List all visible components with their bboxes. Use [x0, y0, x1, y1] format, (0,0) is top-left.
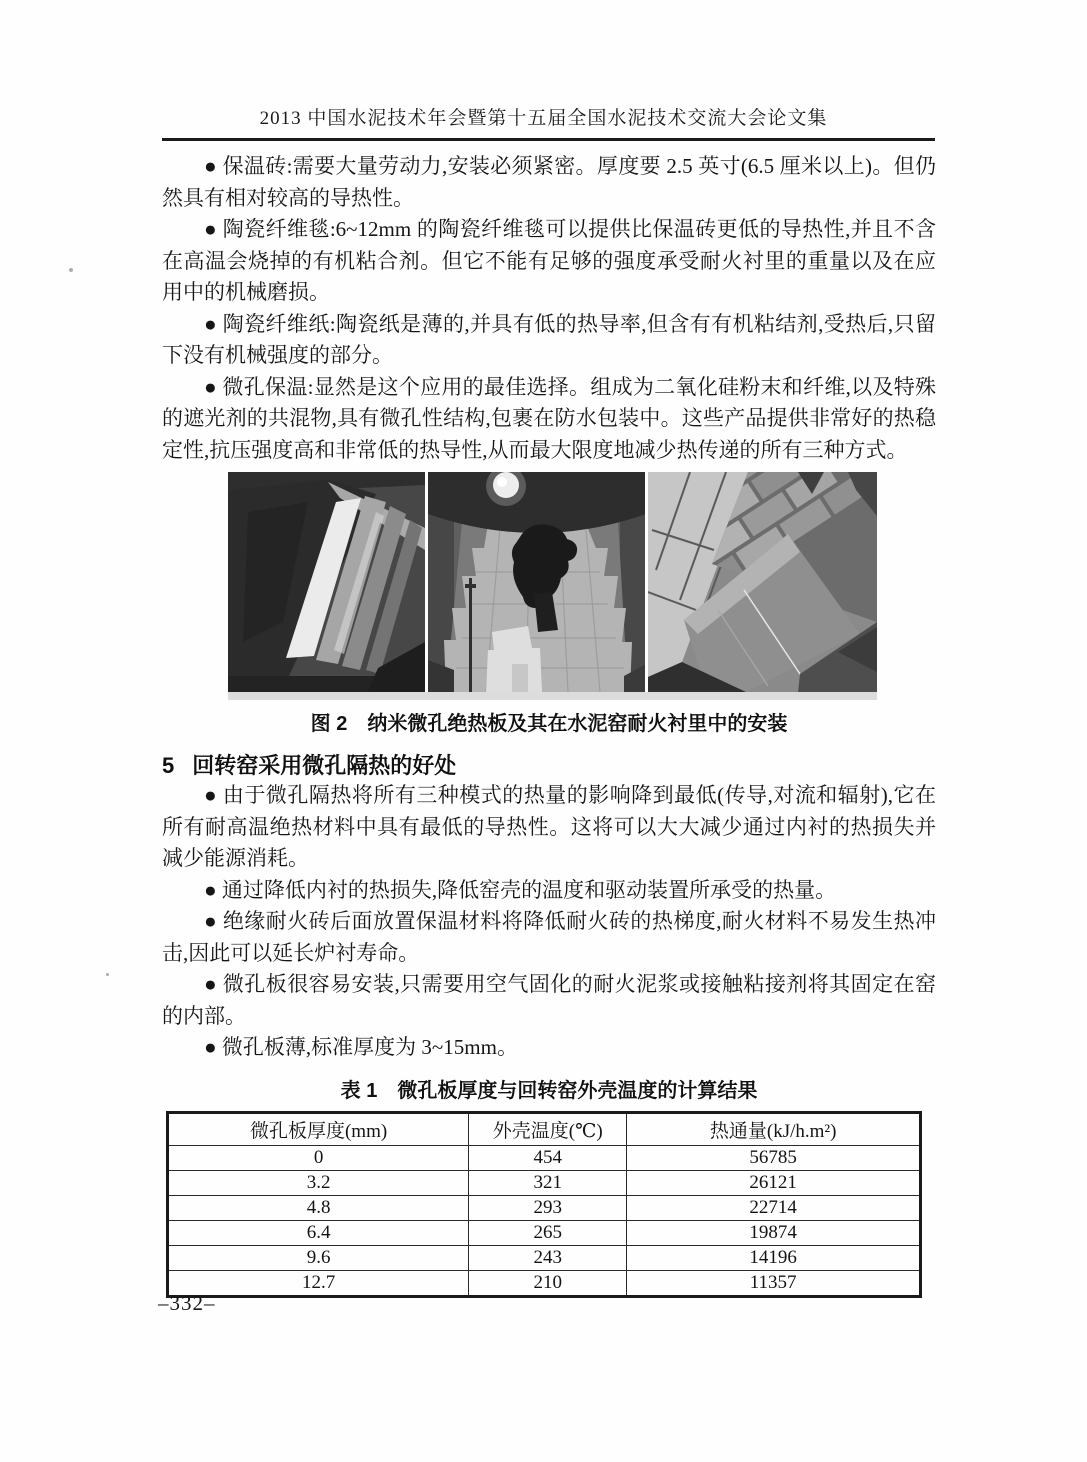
cell-heat-flux: 19874 — [627, 1220, 921, 1245]
table-title: 表 1 微孔板厚度与回转窑外壳温度的计算结果 — [340, 1079, 758, 1102]
results-table — [166, 1111, 922, 1298]
bullet-paragraph-easy-installation: ● 微孔板很容易安装,只需要用空气固化的耐火泥浆或接触粘接剂将其固定在窑的内部。 — [162, 972, 936, 1028]
table-row — [168, 1170, 921, 1195]
header-rule — [162, 138, 935, 141]
table-row — [168, 1245, 921, 1270]
cell-thickness: 0 — [168, 1145, 469, 1170]
photo-insulation-boards-package — [228, 472, 425, 692]
column-header-thickness: 微孔板厚度(mm) — [168, 1112, 469, 1145]
photo-kiln-interior-installation — [428, 472, 646, 692]
photo-kiln-brick-lining — [648, 472, 877, 692]
section-number: 5 — [162, 753, 175, 778]
scan-speck — [69, 268, 73, 272]
table-row — [168, 1270, 921, 1296]
bullet-paragraph-lowest-conductivity: ● 由于微孔隔热将所有三种模式的热量的影响降到最低(传导,对流和辐射),它在所有耐高温绝热材料中具有最低的导热性。这将可以大大减少通过内衬的热损失并减少能源消耗。 — [162, 783, 936, 870]
section-title: 回转窑采用微孔隔热的好处 — [192, 753, 457, 778]
scan-speck — [106, 973, 109, 976]
page-number: –332– — [158, 1291, 216, 1315]
cell-thickness: 3.2 — [168, 1170, 469, 1195]
table-row — [168, 1220, 921, 1245]
column-header-heat-flux: 热通量(kJ/h.m²) — [627, 1112, 921, 1145]
figure-2 — [162, 472, 936, 736]
kiln-interior-photo-art — [428, 472, 646, 692]
cell-shell-temperature: 454 — [469, 1145, 627, 1170]
table-row — [168, 1195, 921, 1220]
bullet-paragraph-insulating-brick: ● 保温砖:需要大量劳动力,安装必须紧密。厚度要 2.5 英寸(6.5 厘米以上)。但仍然具有相对较高的导热性。 — [162, 154, 936, 210]
cell-heat-flux: 11357 — [627, 1270, 921, 1296]
bullet-paragraph-thin-boards: ● 微孔板薄,标准厚度为 3~15mm。 — [204, 1035, 518, 1059]
figure-caption: 图 2 纳米微孔绝热板及其在水泥窑耐火衬里中的安装 — [310, 713, 788, 735]
cell-thickness: 9.6 — [168, 1245, 469, 1270]
insulation-boards-photo-art — [228, 472, 425, 692]
table-row — [168, 1145, 921, 1170]
figure-photos-row — [228, 472, 877, 700]
page-content — [162, 151, 936, 1298]
page-header: 2013 中国水泥技术年会暨第十五届全国水泥技术交流大会论文集 — [259, 108, 828, 129]
table-header-row — [168, 1112, 921, 1145]
bullet-paragraph-ceramic-fiber-paper: ● 陶瓷纤维纸:陶瓷纸是薄的,并具有低的热导率,但含有有机粘结剂,受热后,只留下没有机械强度的部分。 — [162, 311, 936, 367]
bullet-paragraph-lower-shell-temperature: ● 通过降低内衬的热损失,降低窑壳的温度和驱动装置所承受的热量。 — [204, 877, 837, 902]
cell-heat-flux: 14196 — [627, 1245, 921, 1270]
cell-shell-temperature: 243 — [469, 1245, 627, 1270]
cell-shell-temperature: 321 — [469, 1170, 627, 1195]
cell-thickness: 12.7 — [168, 1270, 469, 1296]
cell-heat-flux: 26121 — [627, 1170, 921, 1195]
bullet-paragraph-ceramic-fiber-blanket: ● 陶瓷纤维毯:6~12mm 的陶瓷纤维毯可以提供比保温砖更低的导热性,并且不含在高温会烧掉的有机粘合剂。但它不能有足够的强度承受耐火衬里的重量以及在应用中的机械磨损。 — [162, 217, 936, 304]
cell-shell-temperature: 293 — [469, 1195, 627, 1220]
cell-heat-flux: 22714 — [627, 1195, 921, 1220]
cell-heat-flux: 56785 — [627, 1145, 921, 1170]
cell-shell-temperature: 210 — [469, 1270, 627, 1296]
column-header-shell-temperature: 外壳温度(℃) — [469, 1112, 627, 1145]
cell-thickness: 6.4 — [168, 1220, 469, 1245]
cell-thickness: 4.8 — [168, 1195, 469, 1220]
cell-shell-temperature: 265 — [469, 1220, 627, 1245]
brick-lining-photo-art — [648, 472, 877, 692]
bullet-paragraph-thermal-gradient: ● 绝缘耐火砖后面放置保温材料将降低耐火砖的热梯度,耐火材料不易发生热冲击,因此可以延长炉衬寿命。 — [162, 909, 936, 965]
section-heading — [162, 749, 936, 780]
bullet-paragraph-microporous-insulation: ● 微孔保温:显然是这个应用的最佳选择。组成为二氧化硅粉末和纤维,以及特殊的遮光剂的共混物,具有微孔性结构,包裹在防水包装中。这些产品提供非常好的热稳定性,抗压强度高和非常低的热导性,从而最大限度地减少热传递的所有三种方式。 — [162, 374, 936, 462]
